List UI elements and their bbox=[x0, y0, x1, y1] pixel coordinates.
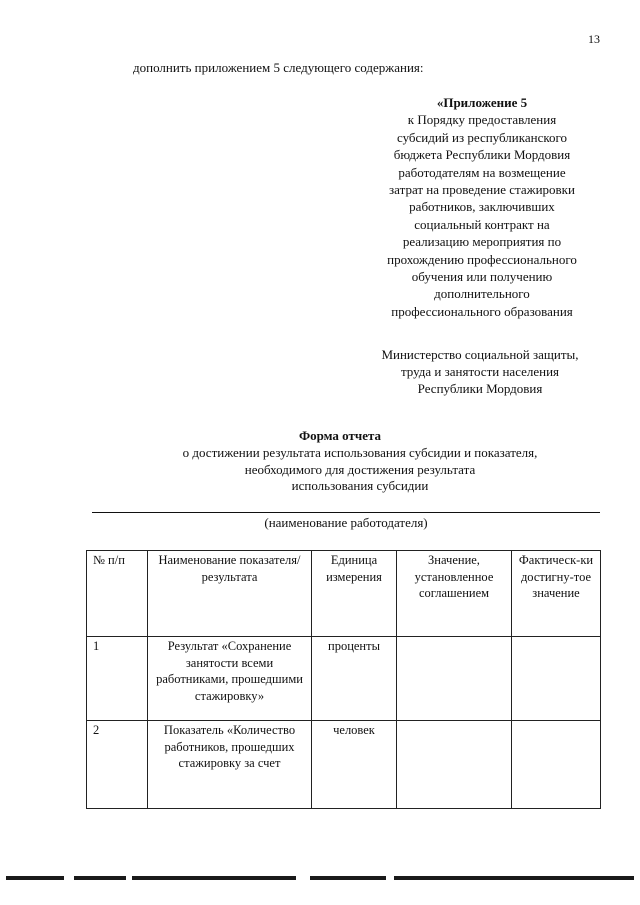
form-subtitle-line: о достижении результата использования субсидии и показателя, bbox=[182, 445, 538, 460]
header-unit: Единица измерения bbox=[312, 551, 397, 637]
cell-number: 2 bbox=[87, 721, 148, 809]
form-subtitle-line: необходимого для достижения результата bbox=[244, 461, 476, 477]
cell-planned-value bbox=[397, 721, 512, 809]
intro-text: дополнить приложением 5 следующего содержания: bbox=[133, 60, 424, 75]
table-row bbox=[87, 637, 601, 721]
report-table bbox=[86, 550, 601, 809]
form-title: Форма отчета bbox=[298, 428, 382, 443]
appendix-line: затрат на проведение стажировки bbox=[389, 182, 575, 198]
ministry-line: Республики Мордовия bbox=[417, 381, 543, 396]
cell-unit: проценты bbox=[312, 637, 397, 721]
table-row bbox=[87, 721, 601, 809]
appendix-line: профессионального образования bbox=[391, 303, 573, 319]
appendix-block bbox=[372, 94, 592, 320]
page-number: 13 bbox=[588, 32, 600, 46]
employer-underline bbox=[92, 512, 600, 513]
ministry-line: труда и занятости населения bbox=[400, 364, 560, 379]
cell-indicator-name: Результат «Сохранение занятости всеми работниками, прошедшими стажировку» bbox=[148, 637, 312, 721]
cell-actual-value bbox=[512, 637, 601, 721]
appendix-line: субсидий из республиканского bbox=[396, 129, 568, 145]
cell-indicator-name: Показатель «Количество работников, прошедших стажировку за счет bbox=[148, 721, 312, 809]
header-number: № п/п bbox=[87, 551, 148, 637]
appendix-line: работодателям на возмещение bbox=[398, 164, 566, 180]
header-indicator-name: Наименование показателя/результата bbox=[148, 551, 312, 637]
appendix-line: прохождению профессионального bbox=[387, 251, 577, 267]
cell-number: 1 bbox=[87, 637, 148, 721]
cell-planned-value bbox=[397, 637, 512, 721]
employer-caption: (наименование работодателя) bbox=[264, 515, 428, 530]
appendix-title: «Приложение 5 bbox=[436, 95, 528, 110]
appendix-line: дополнительного bbox=[434, 286, 530, 302]
ministry-line: Министерство социальной защиты, bbox=[381, 347, 579, 362]
appendix-line: обучения или получению bbox=[411, 269, 553, 285]
form-subtitle bbox=[150, 445, 570, 495]
table-header-row bbox=[87, 551, 601, 637]
header-planned-value: Значение, установленное соглашением bbox=[397, 551, 512, 637]
appendix-line: работников, заключивших bbox=[409, 199, 555, 215]
appendix-line: бюджета Республики Мордовия bbox=[393, 147, 571, 163]
cell-unit: человек bbox=[312, 721, 397, 809]
ministry-block bbox=[352, 346, 608, 397]
scan-edge-line bbox=[6, 876, 634, 880]
appendix-line: реализацию мероприятия по bbox=[402, 234, 562, 250]
header-actual-value: Фактическ-ки достигну-тое значение bbox=[512, 551, 601, 637]
appendix-line: к Порядку предоставления bbox=[407, 112, 557, 128]
appendix-line: социальный контракт на bbox=[414, 216, 550, 232]
cell-actual-value bbox=[512, 721, 601, 809]
form-subtitle-line: использования субсидии bbox=[291, 478, 429, 493]
